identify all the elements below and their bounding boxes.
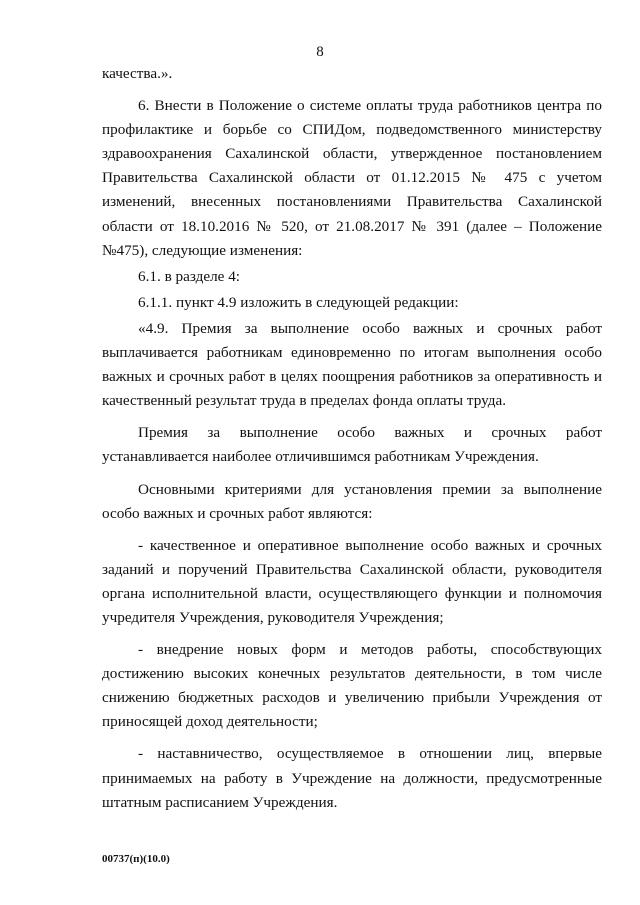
paragraph-criteria-intro: Основными критериями для установления премии за выполнение особо важных и срочных работ являются: — [102, 480, 602, 522]
criteria-list-item: - внедрение новых форм и методов работы, способствующих достижению высоких конечных результатов деятельности, в том числе снижению бюджетных расходов и увеличению прибыли Учреждения от приносящей доход деятельности; — [102, 641, 602, 731]
page-number: 8 — [316, 44, 324, 60]
paragraph-bonus-recipients: Премия за выполнение особо важных и срочных работ устанавливается наиболее отличившимся работникам Учреждения. — [102, 424, 602, 466]
criteria-list-item: - качественное и оперативное выполнение особо важных и срочных заданий и поручений Правительства Сахалинской области, руководителя органа исполнительной власти, осуществляющего функции и полномочия учредителя Учреждения, руководителя Учреждения; — [102, 536, 602, 626]
document-code: 00737(п)(10.0) — [102, 853, 170, 865]
paragraph-continuation: качества.». — [102, 65, 173, 82]
document-body — [102, 62, 602, 815]
paragraph-item-4-9: «4.9. Премия за выполнение особо важных и срочных работ выплачивается работникам единовременно по итогам выполнения особо важных и срочных работ в целях поощрения работников за оперативность и качественный результат труда в пределах фонда оплаты труда. — [102, 319, 602, 410]
paragraph-item-6-1-1: 6.1.1. пункт 4.9 изложить в следующей редакции: — [138, 293, 459, 311]
criteria-list-item: - наставничество, осуществляемое в отношении лиц, впервые принимаемых на работу в Учреждение на должности, предусмотренные штатным расписанием Учреждения. — [102, 745, 602, 811]
paragraph-item-6: 6. Внести в Положение о системе оплаты труда работников центра по профилактике и борьбе со СПИДом, подведомственного министерству здравоохранения Сахалинской области, утвержденное постановлением Правительства Сахалинской области от 01.12.2015 № 475 с учетом изменений, внесенных постановлениями Правительства Сахалинской области от 18.10.2016 № 520, от 21.08.2017 № 391 (далее – Положение №475), следующие изменения: — [102, 97, 602, 259]
paragraph-item-6-1: 6.1. в разделе 4: — [138, 267, 241, 285]
